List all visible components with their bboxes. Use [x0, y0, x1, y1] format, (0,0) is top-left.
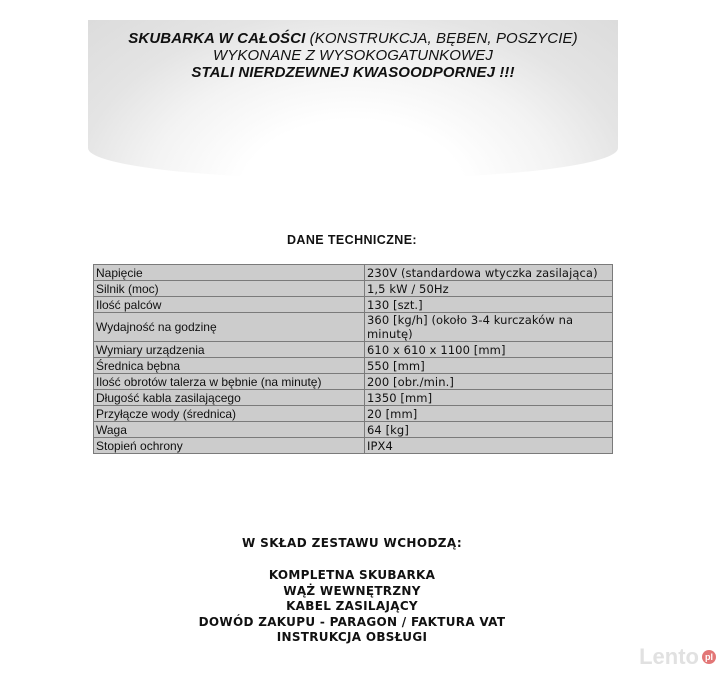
kit-list	[0, 568, 704, 646]
spec-key: Przyłącze wody (średnica)	[94, 406, 365, 422]
specs-table	[93, 264, 613, 454]
kit-item: WĄŻ WEWNĘTRZNY	[283, 583, 421, 598]
spec-row	[94, 342, 613, 358]
spec-value: 360 [kg/h] (około 3-4 kurczaków na minutę)	[365, 313, 613, 342]
spec-value: 1,5 kW / 50Hz	[365, 281, 613, 297]
spec-key: Ilość obrotów talerza w bębnie (na minutę)	[94, 374, 365, 390]
spec-row	[94, 374, 613, 390]
spec-value: 550 [mm]	[365, 358, 613, 374]
spec-key: Stopień ochrony	[94, 438, 365, 454]
banner-line-1	[88, 30, 618, 47]
kit-title: W SKŁAD ZESTAWU WCHODZĄ:	[241, 536, 463, 550]
spec-value: 1350 [mm]	[365, 390, 613, 406]
kit-item: KOMPLETNA SKUBARKA	[268, 568, 436, 582]
spec-value: 20 [mm]	[365, 406, 613, 422]
spec-row	[94, 438, 613, 454]
spec-row	[94, 265, 613, 281]
spec-value: 610 x 610 x 1100 [mm]	[365, 342, 613, 358]
spec-row	[94, 390, 613, 406]
header-banner	[88, 20, 618, 178]
spec-row	[94, 406, 613, 422]
spec-key: Wydajność na godzinę	[94, 313, 365, 342]
banner-line-1-normal: (KONSTRUKCJA, BĘBEN, POSZYCIE)	[305, 30, 578, 47]
spec-value: 130 [szt.]	[365, 297, 613, 313]
kit-item: INSTRUKCJA OBSŁUGI	[276, 630, 428, 644]
specs-title: DANE TECHNICZNE:	[286, 233, 417, 247]
kit-item: KABEL ZASILAJĄCY	[286, 599, 418, 613]
spec-value: 200 [obr./min.]	[365, 374, 613, 390]
spec-row	[94, 358, 613, 374]
spec-key: Ilość palców	[94, 297, 365, 313]
watermark-logo	[639, 644, 716, 670]
spec-row	[94, 422, 613, 438]
spec-key: Długość kabla zasilającego	[94, 390, 365, 406]
spec-key: Średnica bębna	[94, 358, 365, 374]
spec-key: Silnik (moc)	[94, 281, 365, 297]
spec-value: IPX4	[365, 438, 613, 454]
spec-key: Waga	[94, 422, 365, 438]
spec-value: 230V (standardowa wtyczka zasilająca)	[365, 265, 613, 281]
spec-value: 64 [kg]	[365, 422, 613, 438]
banner-line-2: WYKONANE Z WYSOKOGATUNKOWEJ	[213, 47, 493, 64]
kit-item: DOWÓD ZAKUPU - PARAGON / FAKTURA VAT	[198, 614, 506, 629]
banner-text	[88, 30, 618, 81]
banner-line-1-bold: SKUBARKA W CAŁOŚCI	[128, 30, 306, 47]
watermark-dot-icon: pl	[702, 650, 716, 664]
spec-row	[94, 281, 613, 297]
watermark-text: Lento	[639, 644, 699, 669]
spec-row	[94, 297, 613, 313]
banner-line-3: STALI NIERDZEWNEJ KWASOODPORNEJ !!!	[191, 64, 515, 81]
spec-key: Napięcie	[94, 265, 365, 281]
spec-key: Wymiary urządzenia	[94, 342, 365, 358]
spec-row	[94, 313, 613, 342]
